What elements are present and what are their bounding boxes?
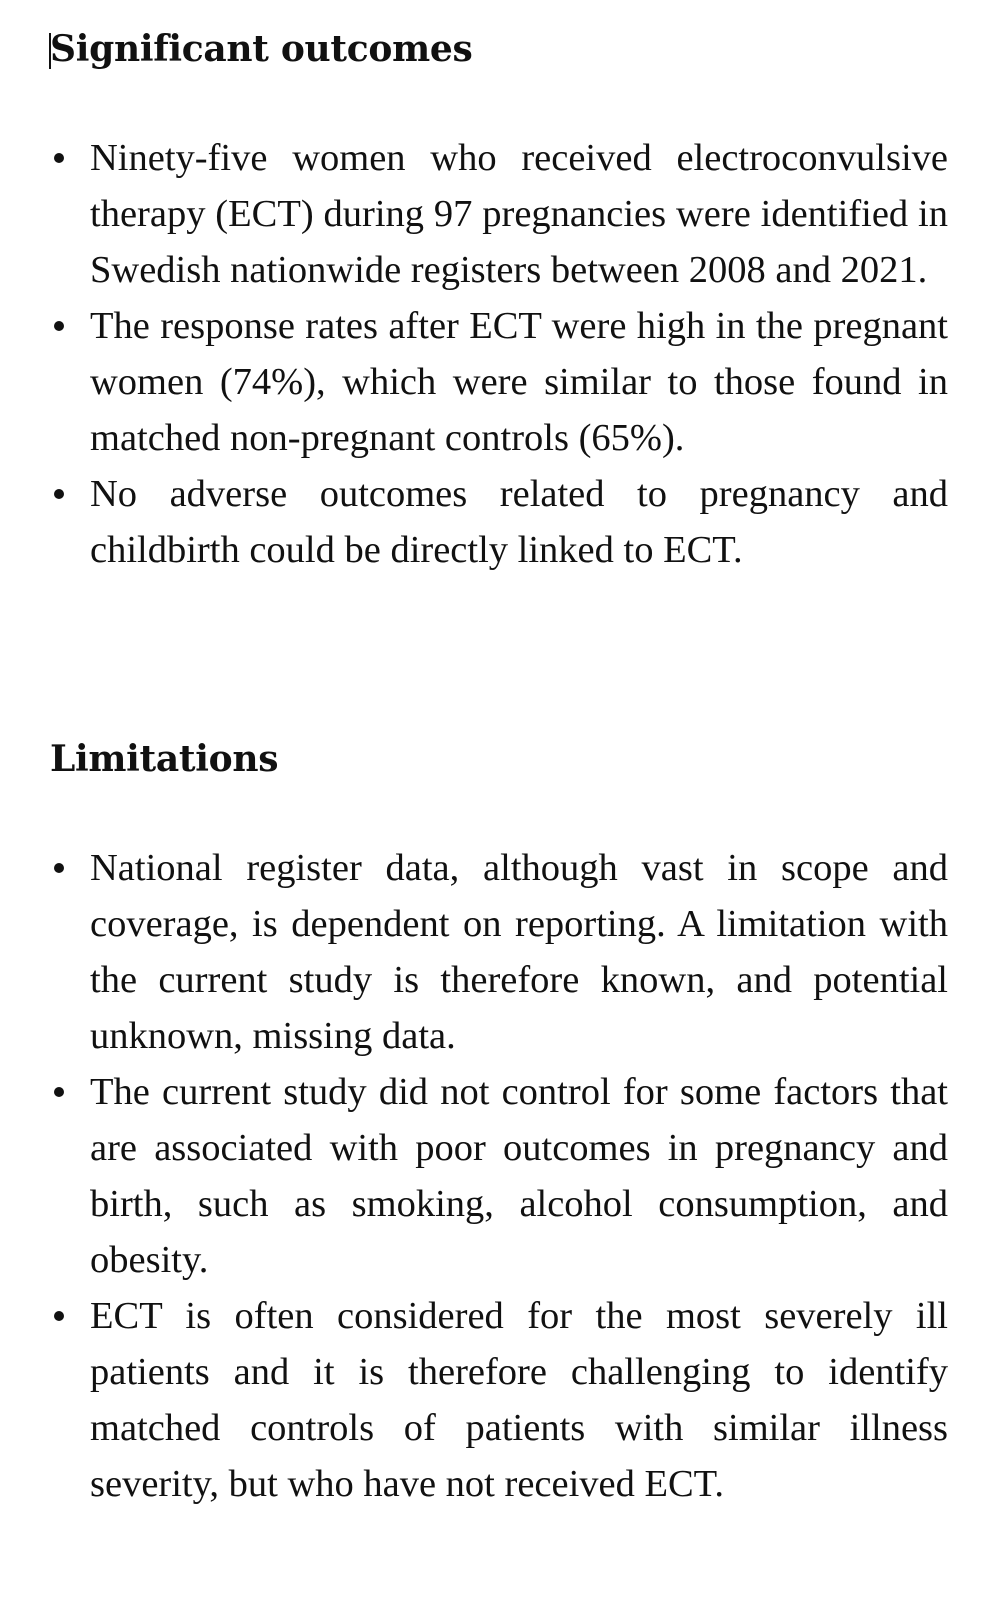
bullet-text: ECT is often considered for the most severely ill patients and it is therefore challenging to identify matched controls of patients with similar illness severity, but who have not received ECT. [90, 1295, 948, 1505]
bullet-text: National register data, although vast in scope and coverage, is dependent on reporting. A limitation with the current study is therefore known, and potential unknown, missing data. [90, 847, 948, 1057]
list-item [50, 130, 948, 298]
bullet-text: The current study did not control for some factors that are associated with poor outcomes in pregnancy and birth, such as smoking, alcohol consumption, and obesity. [90, 1071, 948, 1281]
limitations-section [50, 736, 948, 1512]
bullet-icon [54, 153, 64, 163]
bullet-text: No adverse outcomes related to pregnancy and childbirth could be directly linked to ECT. [90, 473, 948, 571]
section-heading: Limitations [50, 738, 279, 780]
list-item [50, 298, 948, 466]
list-item [50, 1288, 948, 1512]
bullet-text: The response rates after ECT were high in the pregnant women (74%), which were similar to those found in matched non-pregnant controls (65%). [90, 305, 948, 459]
bullet-icon [54, 489, 64, 499]
bullet-icon [54, 1087, 64, 1097]
bullet-icon [54, 1311, 64, 1321]
bullet-icon [54, 321, 64, 331]
list-item [50, 466, 948, 578]
significant-outcomes-section [50, 26, 948, 578]
list-item [50, 840, 948, 1064]
bullet-icon [54, 863, 64, 873]
list-item [50, 1064, 948, 1288]
bullet-list [50, 840, 948, 1512]
bullet-text: Ninety-five women who received electroconvulsive therapy (ECT) during 97 pregnancies were identified in Swedish nationwide registers between 2008 and 2021. [90, 137, 948, 291]
bullet-list [50, 130, 948, 578]
section-heading: Significant outcomes [50, 28, 473, 70]
